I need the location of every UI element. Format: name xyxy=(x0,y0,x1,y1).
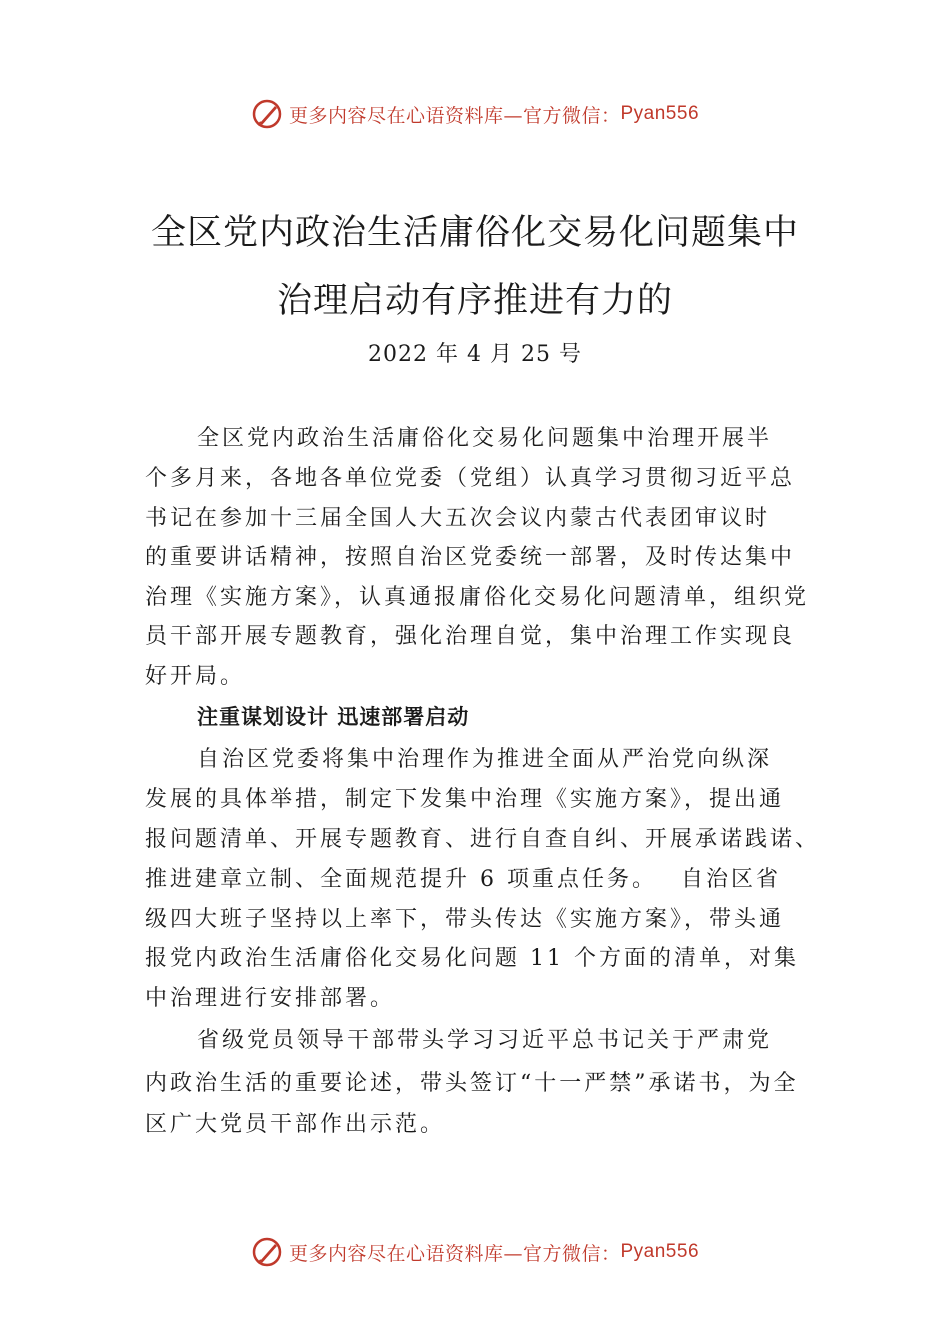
para3-line: 内政治生活的重要论述，带头签订“十一严禁”承诺书，为全 xyxy=(145,1071,799,1096)
publish-date: 2022 年 4 月 25 号 xyxy=(368,342,582,367)
para1-line: 书记在参加十三届全国人大五次会议内蒙古代表团审议时 xyxy=(145,506,771,531)
banner-wechat-id: Pyan556 xyxy=(620,103,700,124)
para2-line: 报问题清单、开展专题教育、进行自查自纠、开展承诺践诺、 xyxy=(145,827,821,852)
quill-pen-icon xyxy=(251,1236,283,1268)
page-title-line-2: 治理启动有序推进有力的 xyxy=(276,281,673,321)
para1-line: 好开局。 xyxy=(145,664,246,689)
page-title-line-1: 全区党内政治生活庸俗化交易化问题集中 xyxy=(150,213,799,253)
banner-wechat-id: Pyan556 xyxy=(620,1241,700,1262)
para1-line: 的重要讲话精神，按照自治区党委统一部署，及时传达集中 xyxy=(145,545,796,570)
para2-line: 自治区党委将集中治理作为推进全面从严治党向纵深 xyxy=(197,747,773,772)
para2-line: 发展的具体举措，制定下发集中治理《实施方案》，提出通 xyxy=(145,787,785,812)
section-heading: 注重谋划设计 迅速部署启动 xyxy=(197,705,470,729)
header-banner xyxy=(0,94,950,134)
para3-line: 区广大党员干部作出示范。 xyxy=(145,1112,446,1137)
para2-line: 级四大班子坚持以上率下，带头传达《实施方案》，带头通 xyxy=(145,907,785,932)
para2-line: 推进建章立制、全面规范提升 6 项重点任务。 自治区省 xyxy=(145,867,781,892)
para1-line: 治理《实施方案》，认真通报庸俗化交易化问题清单，组织党 xyxy=(145,585,810,610)
para2-line: 报党内政治生活庸俗化交易化问题 11 个方面的清单，对集 xyxy=(145,946,799,971)
para2-line: 中治理进行安排部署。 xyxy=(145,986,396,1011)
para3-line: 省级党员领导干部带头学习习近平总书记关于严肃党 xyxy=(197,1028,773,1053)
para1-line: 个多月来，各地各单位党委（党组）认真学习贯彻习近平总 xyxy=(145,466,796,491)
footer-banner xyxy=(0,1232,950,1272)
banner-text: 更多内容尽在心语资料库—官方微信： xyxy=(288,1242,621,1265)
quill-pen-icon xyxy=(251,98,283,130)
banner-text: 更多内容尽在心语资料库—官方微信： xyxy=(288,104,621,127)
para1-line: 员干部开展专题教育，强化治理自觉，集中治理工作实现良 xyxy=(145,624,796,649)
para1-line: 全区党内政治生活庸俗化交易化问题集中治理开展半 xyxy=(197,426,773,451)
